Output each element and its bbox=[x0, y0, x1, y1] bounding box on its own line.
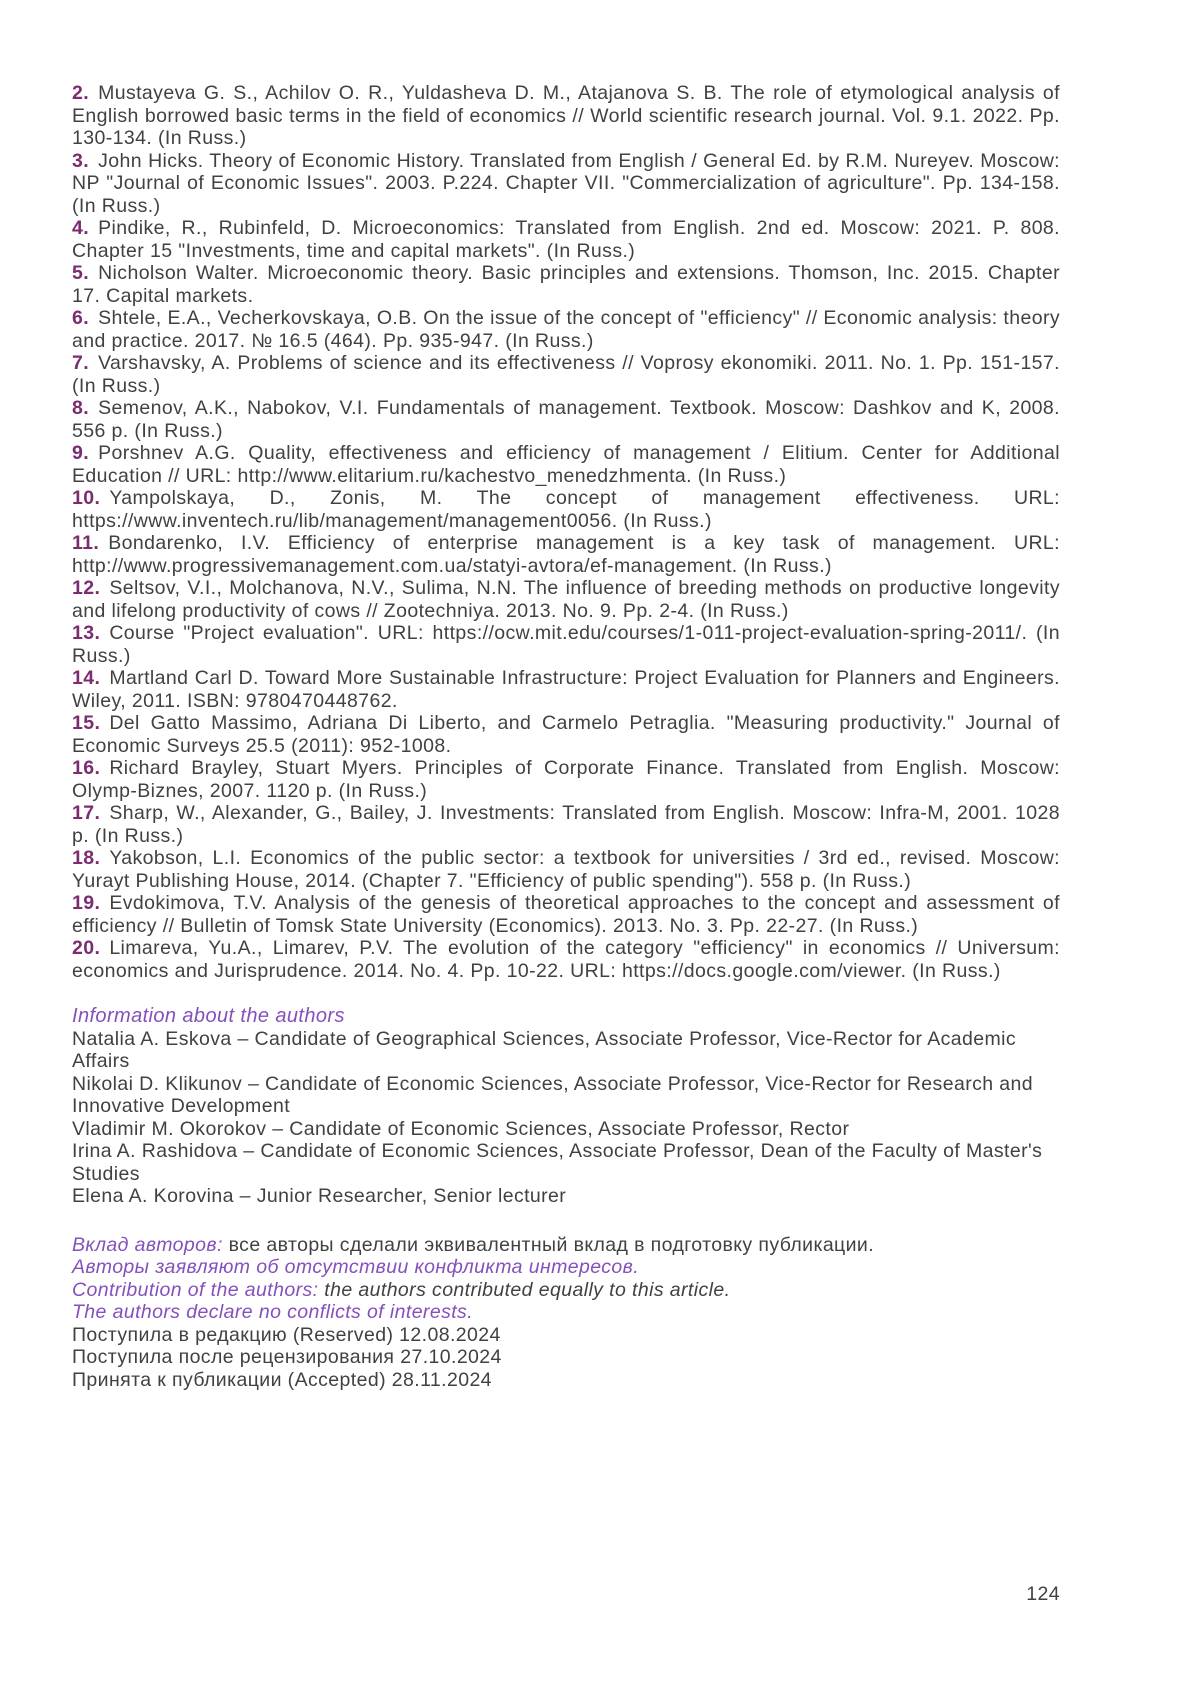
author-entry: Elena A. Korovina – Junior Researcher, Senior lecturer bbox=[72, 1185, 567, 1207]
reference-number: 5. bbox=[72, 262, 90, 284]
reference-number: 11. bbox=[72, 532, 100, 554]
contribution-en-label: Contribution of the authors: bbox=[72, 1278, 319, 1301]
contribution-en bbox=[72, 1279, 1060, 1302]
date-accepted: Принята к публикации (Accepted) 28.11.2024 bbox=[72, 1368, 492, 1391]
contribution-en-text: the authors contributed equally to this article. bbox=[318, 1278, 731, 1301]
contribution-ru-label: Вклад авторов: bbox=[72, 1233, 223, 1256]
author-entry: Natalia A. Eskova – Candidate of Geographical Sciences, Associate Professor, Vice-Rector for Academic Affairs bbox=[72, 1027, 1017, 1072]
reference-item bbox=[72, 622, 1060, 667]
reference-text: Martland Carl D. Toward More Sustainable Infrastructure: Project Evaluation for Planners and Engineers. Wiley, 2011. ISBN: 9780470448762. bbox=[72, 667, 1060, 712]
reference-text: Limareva, Yu.A., Limarev, P.V. The evolution of the category "efficiency" in economics // Universum: economics and Jurisprudence. 2014. No. 4. Pp. 10-22. URL: https://docs.google.com/viewer. (In Russ.) bbox=[72, 937, 1060, 982]
reference-number: 9. bbox=[72, 442, 90, 464]
reference-item bbox=[72, 757, 1060, 802]
contribution-section bbox=[72, 1234, 1060, 1392]
reference-text: Bondarenko, I.V. Efficiency of enterprise management is a key task of management. URL: http://www.progressivemanagement.com.ua/statyi-avtora/ef-management. (In Russ.) bbox=[72, 532, 1060, 577]
reference-number: 18. bbox=[72, 847, 101, 869]
reference-number: 15. bbox=[72, 712, 101, 734]
reference-item bbox=[72, 262, 1060, 307]
conflict-ru bbox=[72, 1256, 1060, 1279]
reference-number: 17. bbox=[72, 802, 101, 824]
reference-item bbox=[72, 532, 1060, 577]
reference-item bbox=[72, 397, 1060, 442]
reference-number: 19. bbox=[72, 892, 101, 914]
reference-item bbox=[72, 712, 1060, 757]
conflict-en bbox=[72, 1301, 1060, 1324]
reference-item bbox=[72, 307, 1060, 352]
reference-number: 2. bbox=[72, 82, 90, 104]
reference-text: Mustayeva G. S., Achilov O. R., Yuldasheva D. M., Atajanova S. B. The role of etymological analysis of English borrowed basic terms in the field of economics // World scientific research journal. Vol. 9.1. 2022. Pp. 130-134. (In Russ.) bbox=[72, 82, 1060, 149]
reference-number: 20. bbox=[72, 937, 101, 959]
reference-text: John Hicks. Theory of Economic History. Translated from English / General Ed. by R.M. Nureyev. Moscow: NP "Journal of Economic Issues". 2003. P.224. Chapter VII. "Commercialization of agriculture". Pp. 134-158. (In Russ.) bbox=[72, 149, 1060, 217]
reference-number: 8. bbox=[72, 397, 90, 419]
reference-text: Shtele, E.A., Vecherkovskaya, O.B. On the issue of the concept of "efficiency" // Economic analysis: theory and practice. 2017. № 16.5 (464). Pp. 935-947. (In Russ.) bbox=[72, 307, 1060, 352]
reference-number: 3. bbox=[72, 149, 90, 172]
reference-text: Pindike, R., Rubinfeld, D. Microeconomics: Translated from English. 2nd ed. Moscow: 2021. P. 808. Chapter 15 "Investments, time and capital markets". (In Russ.) bbox=[72, 217, 1060, 262]
reference-text: Yampolskaya, D., Zonis, M. The concept of management effectiveness. URL: https://www.inventech.ru/lib/management/management0056. (In Russ.) bbox=[72, 487, 1060, 532]
reference-number: 7. bbox=[72, 352, 90, 374]
page-number: 124 bbox=[1026, 1583, 1060, 1605]
author-entry: Vladimir M. Okorokov – Candidate of Economic Sciences, Associate Professor, Rector bbox=[72, 1117, 850, 1140]
reference-text: Del Gatto Massimo, Adriana Di Liberto, and Carmelo Petraglia. "Measuring productivity." Journal of Economic Surveys 25.5 (2011): 952-1008. bbox=[72, 712, 1060, 757]
references-section bbox=[72, 82, 1060, 982]
contribution-ru-text: все авторы сделали эквивалентный вклад в подготовку публикации. bbox=[222, 1233, 875, 1256]
authors-info-heading: Information about the authors bbox=[72, 1005, 345, 1027]
reference-number: 13. bbox=[72, 622, 101, 644]
reference-text: Varshavsky, A. Problems of science and its effectiveness // Voprosy ekonomiki. 2011. No. 1. Pp. 151-157. (In Russ.) bbox=[72, 352, 1060, 397]
reference-text: Evdokimova, T.V. Analysis of the genesis of theoretical approaches to the concept and assessment of efficiency // Bulletin of Tomsk State University (Economics). 2013. No. 3. Pp. 22-27. (In Russ.) bbox=[72, 892, 1060, 937]
reference-item bbox=[72, 577, 1060, 622]
reference-text: Course "Project evaluation". URL: https://ocw.mit.edu/courses/1-011-project-evaluation-spring-2011/. (In Russ.) bbox=[72, 622, 1060, 667]
reference-text: Semenov, A.K., Nabokov, V.I. Fundamentals of management. Textbook. Moscow: Dashkov and K, 2008. 556 p. (In Russ.) bbox=[72, 397, 1060, 442]
conflict-ru-text: Авторы заявляют об отсутствии конфликта интересов. bbox=[72, 1256, 640, 1278]
reference-item bbox=[72, 847, 1060, 892]
date-received: Поступила в редакцию (Reserved) 12.08.2024 bbox=[72, 1323, 501, 1346]
reference-number: 16. bbox=[72, 757, 101, 779]
reference-item bbox=[72, 802, 1060, 847]
reference-text: Porshnev A.G. Quality, effectiveness and efficiency of management / Elitium. Center for Additional Education // URL: http://www.elitarium.ru/kachestvo_menedzhmenta. (In Russ.) bbox=[72, 442, 1060, 487]
reference-item bbox=[72, 352, 1060, 397]
reference-item bbox=[72, 217, 1060, 262]
reference-number: 14. bbox=[72, 667, 101, 689]
reference-text: Richard Brayley, Stuart Myers. Principles of Corporate Finance. Translated from English. Moscow: Olymp-Biznes, 2007. 1120 p. (In Russ.) bbox=[72, 757, 1060, 802]
reference-item bbox=[72, 487, 1060, 532]
reference-item bbox=[72, 150, 1060, 218]
conflict-en-text: The authors declare no conflicts of interests. bbox=[72, 1301, 474, 1323]
reference-text: Sharp, W., Alexander, G., Bailey, J. Investments: Translated from English. Moscow: Infra-M, 2001. 1028 p. (In Russ.) bbox=[72, 802, 1060, 847]
reference-item bbox=[72, 667, 1060, 712]
reference-number: 4. bbox=[72, 217, 90, 239]
reference-item bbox=[72, 82, 1060, 150]
reference-number: 6. bbox=[72, 307, 90, 329]
author-entry: Irina A. Rashidova – Candidate of Economic Sciences, Associate Professor, Dean of the Faculty of Master's Studies bbox=[72, 1140, 1043, 1185]
reference-text: Nicholson Walter. Microeconomic theory. Basic principles and extensions. Thomson, Inc. 2015. Chapter 17. Capital markets. bbox=[72, 262, 1060, 307]
contribution-ru bbox=[72, 1234, 1060, 1257]
reference-number: 12. bbox=[72, 577, 101, 599]
authors-info-section bbox=[72, 1005, 1060, 1208]
reference-text: Seltsov, V.I., Molchanova, N.V., Sulima, N.N. The influence of breeding methods on productive longevity and lifelong productivity of cows // Zootechniya. 2013. No. 9. Pp. 2-4. (In Russ.) bbox=[72, 577, 1060, 622]
reference-item bbox=[72, 937, 1060, 982]
reference-text: Yakobson, L.I. Economics of the public sector: a textbook for universities / 3rd ed., revised. Moscow: Yurayt Publishing House, 2014. (Chapter 7. "Efficiency of public spending"). 558 p. (In Russ.) bbox=[72, 847, 1060, 892]
date-revised: Поступила после рецензирования 27.10.2024 bbox=[72, 1346, 502, 1368]
reference-item bbox=[72, 442, 1060, 487]
author-entry: Nikolai D. Klikunov – Candidate of Economic Sciences, Associate Professor, Vice-Rector for Research and Innovative Development bbox=[72, 1072, 1034, 1117]
reference-item bbox=[72, 892, 1060, 937]
reference-number: 10. bbox=[72, 487, 101, 509]
